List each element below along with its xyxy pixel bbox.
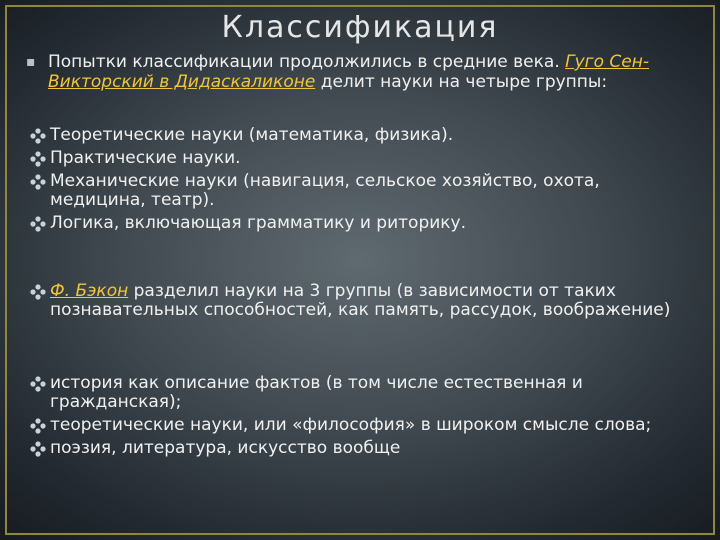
bacon-text: разделил науки на 3 группы (в зависимости от таких познавательных способностей, как память, рассудок, воображение) bbox=[50, 281, 671, 320]
list-item bbox=[28, 149, 698, 168]
diamond-bullet-icon bbox=[30, 174, 46, 190]
intro-text-after: делит науки на четыре группы: bbox=[315, 72, 608, 92]
square-bullet-icon: ▪ bbox=[26, 54, 36, 70]
diamond-bullet-icon bbox=[30, 128, 46, 144]
intro-text bbox=[26, 52, 686, 92]
list-item-text: история как описание фактов (в том числе естественная и гражданская); bbox=[50, 373, 583, 412]
list-item-text: Логика, включающая грамматику и риторику. bbox=[50, 213, 467, 233]
diamond-bullet-icon bbox=[30, 216, 46, 232]
list-item bbox=[28, 439, 698, 458]
list-item-text: теоретические науки, или «философия» в широком смысле слова; bbox=[50, 415, 652, 435]
slide-title: Классификация bbox=[221, 10, 499, 45]
intro-paragraph bbox=[26, 52, 686, 92]
diamond-bullet-icon bbox=[30, 376, 46, 392]
bacon-paragraph bbox=[28, 282, 698, 320]
list-item-text: Практические науки. bbox=[50, 148, 241, 168]
intro-text-before: Попытки классификации продолжились в средние века. bbox=[48, 52, 566, 72]
list-item bbox=[28, 282, 698, 320]
group-two-list bbox=[28, 374, 698, 462]
list-item bbox=[28, 126, 698, 145]
group-one-list bbox=[28, 126, 698, 237]
list-item bbox=[28, 172, 698, 210]
list-item-text: Механические науки (навигация, сельское хозяйство, охота, медицина, театр). bbox=[50, 171, 600, 210]
list-item bbox=[28, 214, 698, 233]
list-item-text: Теоретические науки (математика, физика). bbox=[50, 125, 454, 145]
list-item-text: поэзия, литература, искусство вообще bbox=[50, 438, 401, 458]
bacon-link[interactable]: Ф. Бэкон bbox=[50, 281, 129, 301]
diamond-bullet-icon bbox=[30, 284, 46, 300]
diamond-bullet-icon bbox=[30, 151, 46, 167]
hugo-link[interactable]: Гуго Сен-Викторский в Дидаскаликоне bbox=[48, 52, 649, 92]
diamond-bullet-icon bbox=[30, 418, 46, 434]
list-item bbox=[28, 416, 698, 435]
diamond-bullet-icon bbox=[30, 441, 46, 457]
list-item bbox=[28, 374, 698, 412]
